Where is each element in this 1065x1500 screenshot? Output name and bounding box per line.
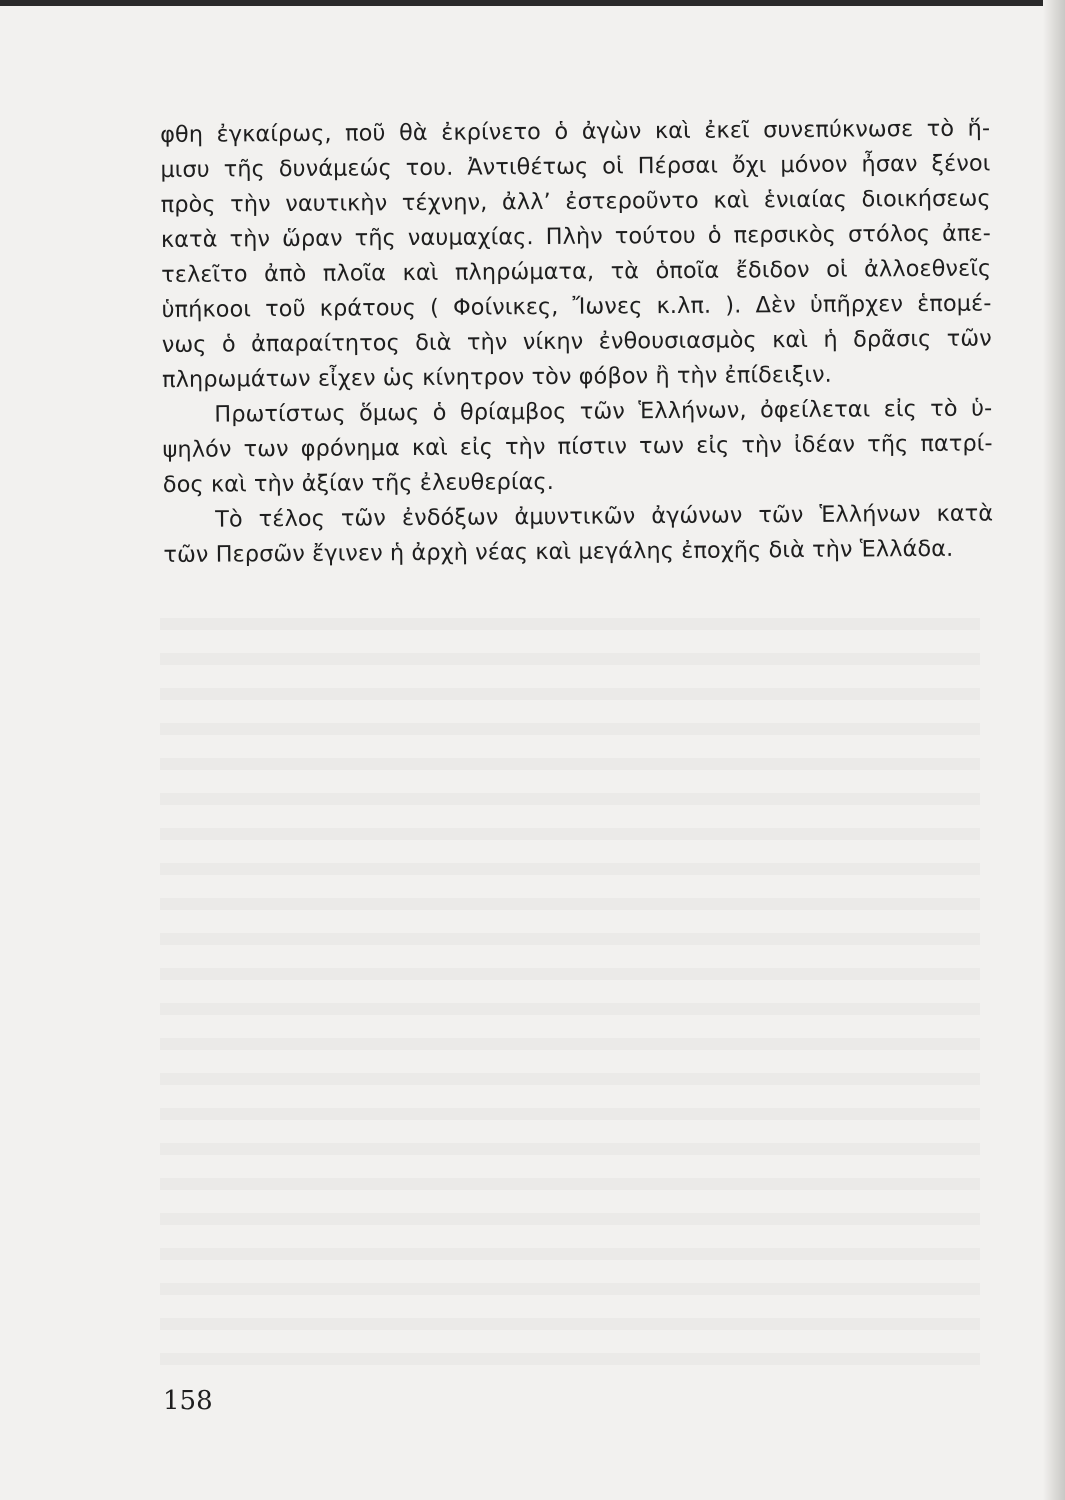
- page-top-edge: [0, 0, 1065, 6]
- text-line: ψηλόν των φρόνημα καὶ εἰς τὴν πίστιν των εἰς τὴν ἰδέαν τῆς πατρί-: [162, 430, 993, 463]
- text-line-paragraph-end: πληρωμάτων εἶχεν ὡς κίνητρον τὸν φόβον ἢ τὴν ἐπίδειξιν.: [161, 361, 832, 393]
- text-line: μισυ τῆς δυνάμεώς του. Ἀντιθέτως οἱ Πέρσαι ὄχι μόνον ἦσαν ξένοι: [160, 150, 991, 183]
- text-line: φθη ἐγκαίρως, ποῦ θὰ ἐκρίνετο ὁ ἀγὼν καὶ ἐκεῖ συνεπύκνωσε τὸ ἥ-: [160, 115, 991, 148]
- text-line: τελεῖτο ἀπὸ πλοῖα καὶ πληρώματα, τὰ ὁποῖα ἔδιδον οἱ ἀλλοεθνεῖς: [161, 255, 992, 288]
- text-line: κατὰ τὴν ὥραν τῆς ναυμαχίας. Πλὴν τούτου ὁ περσικὸς στόλος ἀπε-: [160, 220, 992, 253]
- page-number: 158: [163, 1386, 213, 1416]
- text-line-paragraph-start: Πρωτίστως ὅμως ὁ θρίαμβος τῶν Ἑλλήνων, ὀφείλεται εἰς τὸ ὑ-: [214, 395, 993, 428]
- text-line-paragraph-end: δος καὶ τὴν ἀξίαν τῆς ἐλευθερίας.: [162, 468, 555, 498]
- text-line-paragraph-start: Τὸ τέλος τῶν ἐνδόξων ἀμυντικῶν ἀγώνων τῶν Ἑλλήνων κατὰ: [215, 500, 994, 533]
- text-line: πρὸς τὴν ναυτικὴν τέχνην, ἀλλ’ ἐστεροῦντο καὶ ἑνιαίας διοικήσεως: [160, 185, 991, 218]
- show-through-texture: [160, 600, 980, 1380]
- text-line-paragraph-end: τῶν Περσῶν ἔγινεν ἡ ἀρχὴ νέας καὶ μεγάλης ἐποχῆς διὰ τὴν Ἑλλάδα.: [163, 535, 954, 568]
- text-line: νως ὁ ἀπαραίτητος διὰ τὴν νίκην ἐνθουσιασμὸς καὶ ἡ δρᾶσις τῶν: [161, 325, 992, 358]
- page-binding-shadow: [1043, 0, 1065, 1500]
- body-text: [160, 111, 994, 573]
- text-line: ὑπήκοοι τοῦ κράτους ( Φοίνικες, Ἴωνες κ.λπ. ). Δὲν ὑπῆρχεν ἑπομέ-: [161, 290, 992, 323]
